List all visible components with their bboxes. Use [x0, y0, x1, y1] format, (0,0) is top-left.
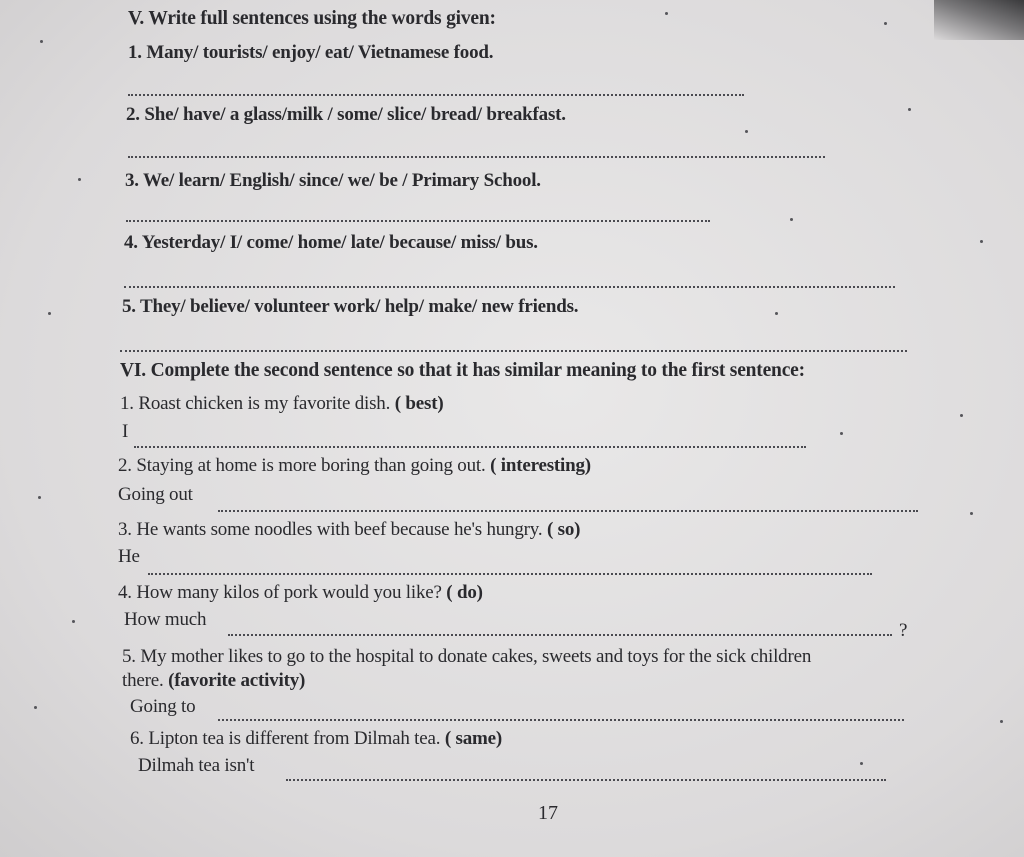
- answer-line-5-5[interactable]: [120, 350, 907, 352]
- item-5-hint: (favorite activity): [168, 670, 306, 691]
- answer-line-6-6[interactable]: [286, 779, 886, 781]
- speck: [884, 22, 887, 25]
- item-3-question: 3. He wants some noodles with beef because he's hungry.: [118, 519, 543, 540]
- speck: [908, 108, 911, 111]
- speck: [980, 240, 983, 243]
- photo-shadow: [934, 0, 1024, 40]
- answer-line-6-1[interactable]: [134, 446, 806, 448]
- item-4-question: 4. How many kilos of pork would you like?: [118, 582, 442, 603]
- section-6-item-2: [118, 455, 591, 477]
- speck: [775, 312, 778, 315]
- item-6-start: Dilmah tea isn't: [138, 755, 255, 776]
- item-2-hint: ( interesting): [490, 455, 591, 476]
- section-6-item-5: 5. My mother likes to go to the hospital to donate cakes, sweets and toys for the sick children: [122, 646, 812, 667]
- section-5-item-2: 2. She/ have/ a glass/milk / some/ slice/ bread/ breakfast.: [126, 104, 566, 125]
- speck: [790, 218, 793, 221]
- item-2-question: 2. Staying at home is more boring than going out.: [118, 455, 486, 476]
- answer-line-6-4[interactable]: [228, 634, 892, 636]
- answer-line-5-3[interactable]: [126, 220, 710, 222]
- section-5-item-4: 4. Yesterday/ I/ come/ home/ late/ because/ miss/ bus.: [124, 232, 538, 253]
- speck: [38, 496, 41, 499]
- speck: [78, 178, 81, 181]
- section-6-item-1: [120, 393, 443, 415]
- item-1-start: I: [122, 421, 129, 442]
- item-6-hint: ( same): [444, 728, 502, 749]
- item-4-start: How much: [124, 609, 207, 630]
- answer-line-5-4[interactable]: [124, 286, 895, 288]
- speck: [72, 620, 75, 623]
- item-3-hint: ( so): [546, 519, 581, 540]
- speck: [860, 762, 863, 765]
- answer-line-6-2[interactable]: [218, 510, 918, 512]
- item-2-start: Going out: [118, 484, 193, 505]
- speck: [48, 312, 51, 315]
- speck: [960, 414, 963, 417]
- answer-line-5-2[interactable]: [128, 156, 825, 158]
- section-6-item-3: [118, 519, 580, 541]
- answer-line-6-5[interactable]: [218, 719, 904, 721]
- section-5-heading: V. Write full sentences using the words given:: [128, 8, 496, 29]
- speck: [745, 130, 748, 133]
- section-5-item-1: 1. Many/ tourists/ enjoy/ eat/ Vietnamese food.: [128, 42, 494, 63]
- speck: [40, 40, 43, 43]
- item-3-start: He: [118, 546, 140, 567]
- answer-line-6-3[interactable]: [148, 573, 872, 575]
- section-6-item-5-cont: [122, 670, 305, 692]
- item-1-question: 1. Roast chicken is my favorite dish.: [120, 393, 391, 414]
- item-4-hint: ( do): [446, 582, 483, 603]
- section-6-item-4: [118, 582, 483, 604]
- item-1-hint: ( best): [394, 393, 444, 414]
- item-4-question-mark: ?: [899, 620, 908, 641]
- speck: [970, 512, 973, 515]
- section-6-item-6: [130, 728, 502, 750]
- speck: [665, 12, 668, 15]
- item-6-question: 6. Lipton tea is different from Dilmah tea.: [130, 728, 441, 749]
- section-5-item-3: 3. We/ learn/ English/ since/ we/ be / Primary School.: [125, 170, 541, 191]
- speck: [840, 432, 843, 435]
- item-5-question-cont: there.: [122, 670, 164, 691]
- item-5-start: Going to: [130, 696, 196, 717]
- speck: [34, 706, 37, 709]
- answer-line-5-1[interactable]: [128, 94, 744, 96]
- section-6-heading: VI. Complete the second sentence so that it has similar meaning to the first sentence:: [120, 360, 805, 381]
- speck: [1000, 720, 1003, 723]
- page-number: 17: [538, 802, 558, 824]
- section-5-item-5: 5. They/ believe/ volunteer work/ help/ make/ new friends.: [122, 296, 579, 317]
